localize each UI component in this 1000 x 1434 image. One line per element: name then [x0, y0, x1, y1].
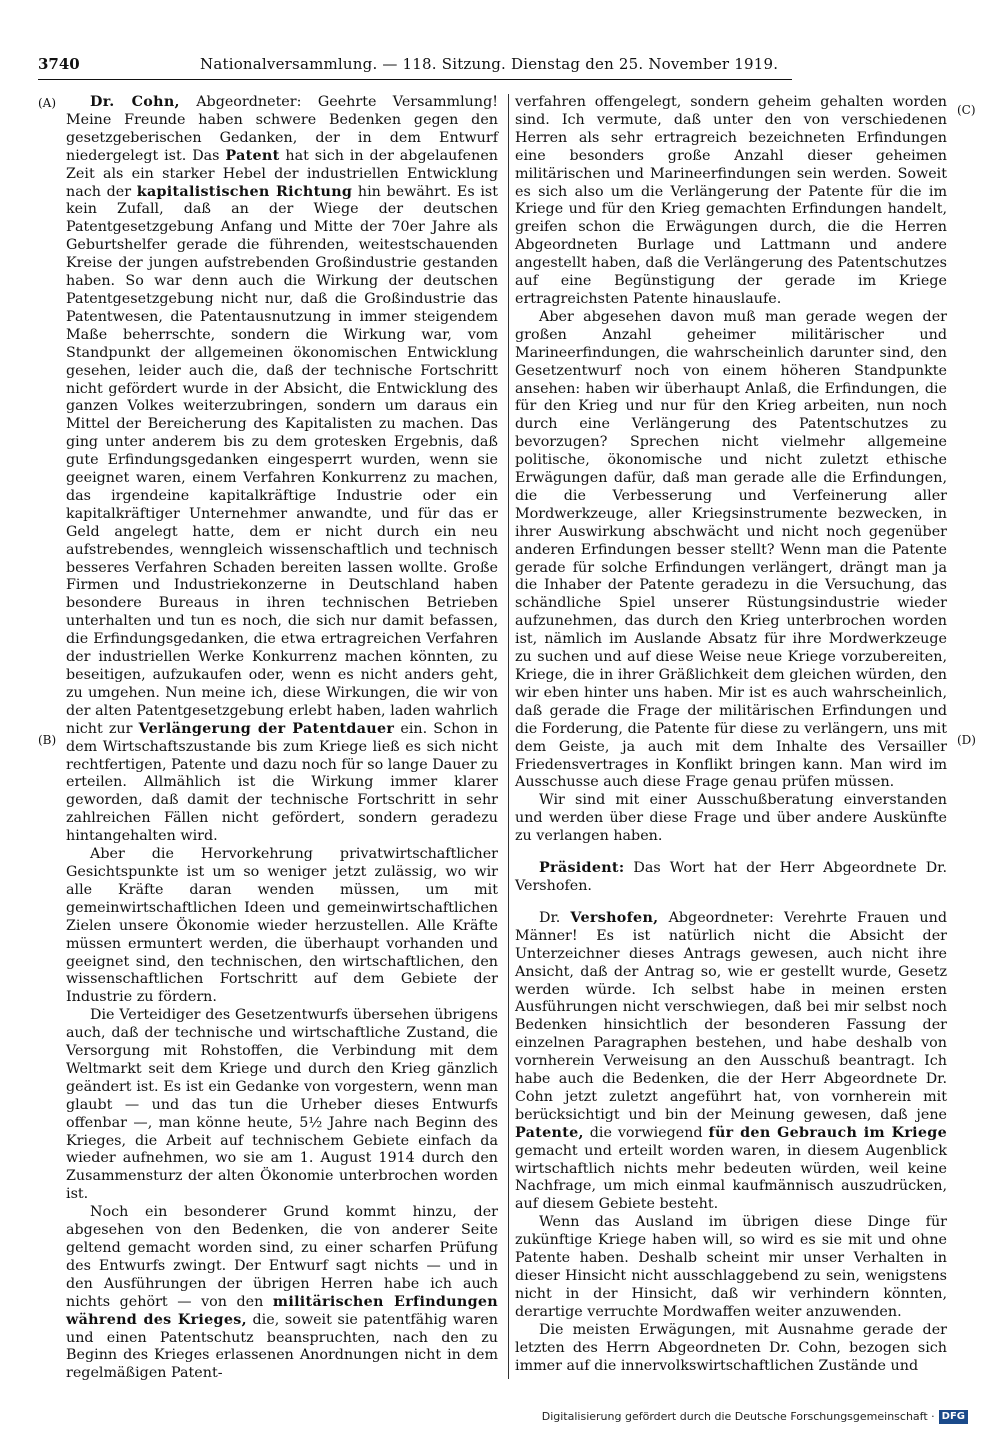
- paragraph: [515, 910, 947, 1214]
- paragraph: Wir sind mit einer Ausschußberatung einverstanden und werden über diese Frage und über andere Auskünfte zu verlangen haben.: [515, 792, 947, 845]
- paragraph: Aber abgesehen davon muß man gerade wegen der großen Anzahl geheimer militärischer und Marineerfindungen, die wahrscheinlich darunter sind, den Gesetzentwurf noch von einem höheren Standpunkte ansehen: haben wir überhaupt Anlaß, die Erfindungen, die für den Krieg und nur für den Krieg arbeiten, nun noch durch eine Verlängerung des Patentschutzes zu bevorzugen? Sprechen nicht vielmehr allgemeine politische, ökonomische und nicht zuletzt ethische Erwägungen dafür, daß man gerade alle die Erfindungen, die die Verbesserung und Verfeinerung aller Mordwerkzeuge, aller Kriegsinstrumente bezwecken, in ihrer Auswirkung abschwächt und nicht noch gegenüber anderen Erfindungen besser stellt? Wenn man die Patente gerade für solche Erfindungen verlängert, drängt man ja die Inhaber der Patente geradezu in die Versuchung, das schändliche Spiel unserer Rüstungsindustrie wieder aufzunehmen, das durch den Krieg unterbrochen worden ist, nämlich im Auslande Absatz für ihre Mordwerkzeuge zu suchen und auf diese Weise neue Kriege vorzubereiten, Kriege, die in ihrer Gräßlichkeit dem gleichen würden, den wir eben hinter uns haben. Mir ist es auch wahrscheinlich, daß gerade die Frage der militärischen Erfindungen und die Forderung, die Patente für diese zu verlängern, uns mit dem Geiste, ja auch mit dem Inhalte des Versailler Friedensvertrages in Konflikt bringen kann. Man wird im Ausschusse auch diese Frage genau prüfen müssen.: [515, 308, 947, 791]
- text-run: hat sich in der abgelaufenen Zeit als ein starker Hebel der industriellen Entwicklung nach der: [66, 147, 498, 200]
- running-header: [38, 50, 792, 78]
- text-run: ein. Schon in dem Wirtschaftszustande bis zum Kriege ließ es sich nicht rechtfertigen, Patente und dazu noch für so lange Dauer zu erteilen. Allmählich ist die Wirkung immer klarer geworden, daß damit der technische Fortschritt in sehr zahlreichen Fällen nicht gefördert, sondern geradezu hintangehalten wird.: [66, 720, 498, 845]
- text-run: die, soweit sie patentfähig waren und einen Patentschutz beanspruchten, nach den zu Beginn des Krieges erlassenen Anordnungen nicht in dem regelmäßigen Patent-: [66, 1311, 499, 1382]
- margin-marker-d: (D): [957, 733, 976, 747]
- text-run: Dr.: [539, 909, 571, 926]
- margin-marker-b: (B): [38, 733, 57, 747]
- emphasis: kapitalistischen Richtung: [136, 183, 353, 200]
- speaker-name: Dr. Cohn,: [90, 94, 180, 110]
- paragraph: [66, 1204, 498, 1383]
- text-run: gemacht und erteilt worden waren, in diesem Augenblick wirtschaftlich nichts mehr bedeuten würden, weil keine Nachfrage, um mich einmal kaufmännisch auszudrücken, auf diesem Gebiete besteht.: [515, 1142, 947, 1213]
- text-run: hin bewährt. Es ist kein Zufall, daß an der Wiege der deutschen Patentgesetzgebung Anfang und Mitte der 70er Jahre als Geburtshelfer gerade die führenden, weitestschauenden Kreise der jungen aufstrebenden Großindustrie gestanden haben. So war denn auch die Wirkung der deutschen Patentgesetzgebung nicht nur, daß die Großindustrie das Patentwesen, die Patentausnutzung in immer steigendem Maße beherrschte, sondern die Wirkung war, vom Standpunkt der allgemeinen ökonomischen Entwicklung gesehen, leider auch die, daß der technische Fortschritt nicht gefördert wurde in der Absicht, die Entwicklung des ganzen Volkes weiterzubringen, sondern um daraus ein Mittel der Bereicherung des Kapitalisten zu machen. Das ging unter anderem bis zu dem grotesken Ergebnis, daß gute Erfindungsgedanken eingesperrt wurden, wenn sie geeignet waren, einem Verfahren Konkurrenz zu machen, das irgendeine kapitalkräftige Industrie oder ein kapitalkräftiger Unternehmer anwandte, und für das er Geld angelegt hatte, dem er nicht durch ein neu aufstrebendes, wenngleich wissenschaftlich und technisch besseres Verfahren Schaden bereiten lassen wollte. Große Firmen und Industriekonzerne in Deutschland haben besondere Bureaus in ihren technischen Betrieben unterhalten und tun es noch, die sich nur damit befassen, die Erfindungsgedanken, die etwa ertragreichen Verfahren der industriellen Werke Konkurrenz machen könnten, zu beseitigen, aufzukaufen oder, wenn es nicht anders geht, zu umgehen. Nun meine ich, diese Wirkungen, die wir von der alten Patentgesetzgebung erlebt haben, laden wahrlich nicht zur: [66, 183, 498, 737]
- paragraph: verfahren offengelegt, sondern geheim gehalten worden sind. Ich vermute, daß unter den von verschiedenen Herren als sehr ertragreich bezeichneten Erfindungen eine besonders große Anzahl dieser geheimen militärischen und Marineerfindungen sein werden. Soweit es sich also um die Verlängerung der Patente für die im Kriege und für den Krieg gemachten Erfindungen handelt, greifen schon die Erwägungen durch, die die Herren Abgeordneten Burlage und Lattmann und andere angestellt haben, daß die Verlängerung des Patentschutzes auf eine Begünstigung der gerade im Kriege ertragreichsten Patente hinauslaufe.: [515, 94, 947, 307]
- header-rule: [38, 79, 792, 80]
- text-run: Noch ein besonderer Grund kommt hinzu, der abgesehen von den Bedenken, die von anderer Seite geltend gemacht worden sind, zu einer scharfen Prüfung des Entwurfs zwingt. Der Entwurf sagt nichts — und in den Ausführungen der übrigen Herren habe ich auch nichts gehört — von den: [66, 1204, 498, 1310]
- page-number: 3740: [38, 55, 80, 73]
- digitization-footer: [542, 1408, 968, 1426]
- emphasis: Patent: [225, 147, 280, 164]
- header-title: Nationalversammlung. — 118. Sitzung. Dienstag den 25. November 1919.: [200, 55, 779, 73]
- emphasis: für den Gebrauch im Kriege: [708, 1124, 947, 1141]
- paragraph: [515, 860, 947, 896]
- emphasis: Verlängerung der Patentdauer: [138, 720, 395, 737]
- right-column: [515, 94, 947, 1375]
- emphasis: Patente,: [515, 1124, 584, 1141]
- text-run: die vorwiegend: [583, 1124, 709, 1141]
- text-run: Abgeordneter: Verehrte Frauen und Männer! Es ist natürlich nicht die Absicht der Unterzeichner dieses Antrags gewesen, auch nicht ihre Ansicht, daß der Antrag so, wie er gestellt wurde, Gesetz werden würde. Ich selbst habe in meinen ersten Ausführungen nicht verschwiegen, daß bei mir selbst noch Bedenken hinsichtlich der besonderen Fassung der einzelnen Paragraphen bestehen, und habe deshalb von vornherein Verweisung an den Ausschuß beantragt. Ich habe auch die Bedenken, die der Herr Abgeordnete Dr. Cohn jetzt zuletzt angeführt hat, von vornherein mit berücksichtigt und bin der Meinung gewesen, daß jene: [515, 909, 947, 1123]
- paragraph: [66, 94, 498, 846]
- left-column: [66, 94, 498, 1383]
- paragraph: Die meisten Erwägungen, mit Ausnahme gerade der letzten des Herrn Abgeordneten Dr. Cohn, bezogen sich immer auf die innervolkswirtschaftlichen Zustände und: [515, 1321, 947, 1374]
- text-run: Das Wort hat der Herr Abgeordnete Dr. Vershofen.: [515, 860, 947, 894]
- paragraph: Wenn das Ausland im übrigen diese Dinge für zukünftige Kriege haben will, so wird es sie mit und ohne Patente haben. Deshalb scheint mir unser Verhalten in dieser Hinsicht nicht ausschlaggebend zu sein, wenigstens nicht in der Hinsicht, daß wir verhindern könnten, derartige verruchte Mordwaffen weiter anzuwenden.: [515, 1214, 947, 1320]
- margin-marker-c: (C): [957, 103, 976, 117]
- speaker-name: Präsident:: [539, 860, 625, 877]
- dfg-logo: DFG: [939, 1410, 968, 1424]
- paragraph: Die Verteidiger des Gesetzentwurfs übersehen übrigens auch, daß der technische und wirtschaftliche Zustand, die Versorgung mit Rohstoffen, die Verbindung mit dem Weltmarkt seit dem Kriege und durch den Krieg gänzlich geändert ist. Es ist ein Gedanke von vorgestern, wenn man glaubt — und das tun die Urheber dieses Entwurfs offenbar —, man könne heute, 5½ Jahre nach Beginn des Krieges, die Arbeit auf technischem Gebiete einfach da wieder aufnehmen, wo sie am 1. August 1914 durch den Zusammensturz der alten Ökonomie unterbrochen worden ist.: [66, 1007, 498, 1203]
- column-divider: [508, 94, 509, 1379]
- speaker-name: Vershofen,: [570, 909, 659, 926]
- margin-marker-a: (A): [38, 96, 57, 110]
- footer-text: Digitalisierung gefördert durch die Deutsche Forschungsgemeinschaft ·: [541, 1410, 935, 1423]
- paragraph: Aber die Hervorkehrung privatwirtschaftlicher Gesichtspunkte ist um so weniger jetzt zulässig, wo wir alle Kräfte daran wenden müssen, um mit gemeinwirtschaftlichen Ideen und gemeinwirtschaftlichen Zielen unsere Ökonomie wieder herzustellen. Alle Kräfte müssen ermuntert werden, die überhaupt vorhanden und geeignet sind, den technischen, den wirtschaftlichen, den wissenschaftlichen Fortschritt auf dem Gebiete der Industrie zu fördern.: [66, 846, 498, 1006]
- text-run: Abgeordneter: Geehrte Versammlung! Meine Freunde haben schwere Bedenken gegen den gesetzgeberischen Gedanken, der in dem Entwurf niedergelegt ist. Das: [66, 94, 498, 164]
- emphasis: militärischen Erfindungen während des Krieges,: [66, 1293, 498, 1328]
